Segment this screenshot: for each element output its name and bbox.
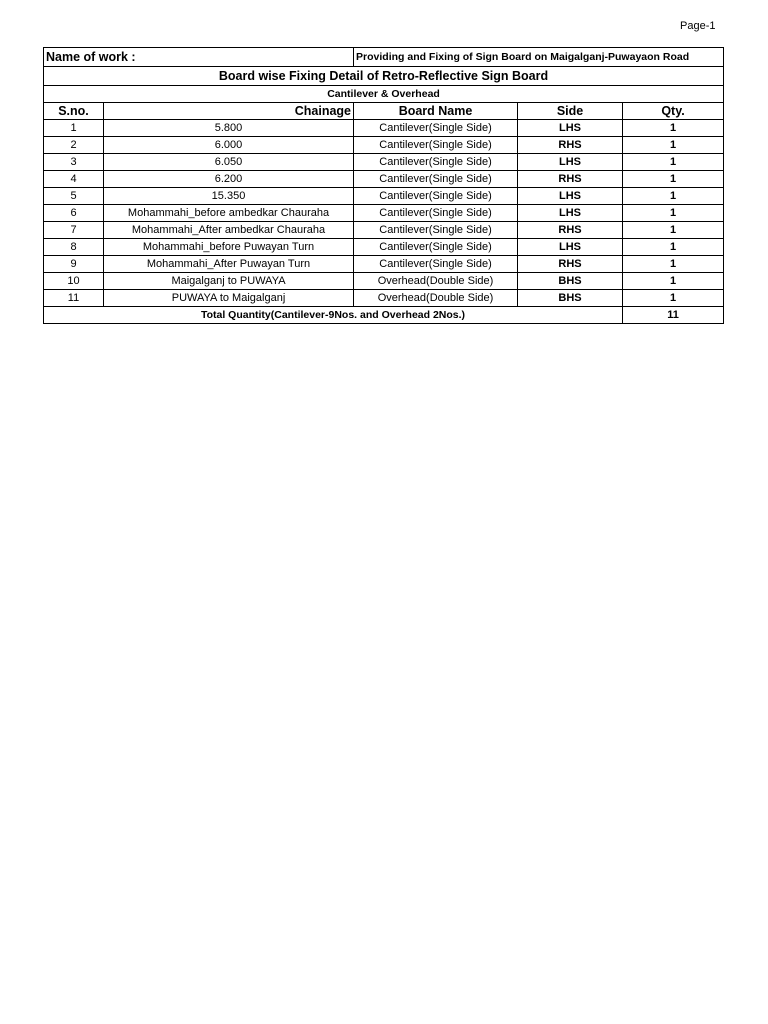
cell-side: LHS [518,239,623,256]
cell-side: LHS [518,188,623,205]
cell-sno: 11 [44,290,104,307]
cell-board-name: Cantilever(Single Side) [354,239,518,256]
table-row [44,120,724,137]
cell-board-name: Cantilever(Single Side) [354,154,518,171]
cell-chainage: 6.200 [104,171,354,188]
cell-side: RHS [518,171,623,188]
cell-chainage: Mohammahi_before Puwayan Turn [104,239,354,256]
cell-side: RHS [518,137,623,154]
sign-board-table [43,47,724,324]
page-number: Page-1 [680,20,716,32]
cell-board-name: Cantilever(Single Side) [354,205,518,222]
cell-board-name: Cantilever(Single Side) [354,256,518,273]
title-row [44,67,724,86]
cell-side: LHS [518,154,623,171]
name-of-work-row [44,48,724,67]
cell-board-name: Overhead(Double Side) [354,290,518,307]
cell-qty: 1 [623,222,724,239]
table-row [44,256,724,273]
cell-sno: 9 [44,256,104,273]
cell-qty: 1 [623,137,724,154]
cell-qty: 1 [623,256,724,273]
cell-board-name: Overhead(Double Side) [354,273,518,290]
cell-sno: 8 [44,239,104,256]
subtitle-row [44,86,724,103]
table-row [44,171,724,188]
cell-board-name: Cantilever(Single Side) [354,222,518,239]
column-header-sno: S.no. [44,103,104,120]
cell-sno: 3 [44,154,104,171]
cell-board-name: Cantilever(Single Side) [354,120,518,137]
cell-board-name: Cantilever(Single Side) [354,171,518,188]
table-row [44,205,724,222]
cell-sno: 2 [44,137,104,154]
total-quantity-label: Total Quantity(Cantilever-9Nos. and Overhead 2Nos.) [44,307,623,324]
name-of-work-value: Providing and Fixing of Sign Board on Maigalganj-Puwayaon Road [354,48,724,67]
table-row [44,222,724,239]
table-row [44,188,724,205]
table-row [44,137,724,154]
cell-sno: 7 [44,222,104,239]
cell-sno: 5 [44,188,104,205]
cell-chainage: Mohammahi_After Puwayan Turn [104,256,354,273]
cell-qty: 1 [623,120,724,137]
cell-chainage: Mohammahi_before ambedkar Chauraha [104,205,354,222]
cell-qty: 1 [623,239,724,256]
cell-side: RHS [518,222,623,239]
cell-chainage: 6.000 [104,137,354,154]
total-row [44,307,724,324]
cell-qty: 1 [623,290,724,307]
sheet-title: Board wise Fixing Detail of Retro-Reflective Sign Board [44,67,724,86]
total-quantity-value: 11 [623,307,724,324]
cell-chainage: Mohammahi_After ambedkar Chauraha [104,222,354,239]
table-row [44,154,724,171]
cell-sno: 6 [44,205,104,222]
cell-sno: 1 [44,120,104,137]
cell-qty: 1 [623,154,724,171]
column-header-chainage: Chainage [104,103,354,120]
cell-qty: 1 [623,205,724,222]
cell-sno: 4 [44,171,104,188]
cell-qty: 1 [623,171,724,188]
table-row [44,290,724,307]
cell-board-name: Cantilever(Single Side) [354,137,518,154]
header-row [44,103,724,120]
cell-chainage: PUWAYA to Maigalganj [104,290,354,307]
cell-board-name: Cantilever(Single Side) [354,188,518,205]
sheet-subtitle: Cantilever & Overhead [44,86,724,103]
name-of-work-label: Name of work : [44,48,354,67]
cell-side: BHS [518,273,623,290]
cell-chainage: 5.800 [104,120,354,137]
column-header-qty: Qty. [623,103,724,120]
cell-side: RHS [518,256,623,273]
cell-chainage: 15.350 [104,188,354,205]
cell-qty: 1 [623,273,724,290]
column-header-side: Side [518,103,623,120]
cell-chainage: 6.050 [104,154,354,171]
cell-side: LHS [518,205,623,222]
cell-side: BHS [518,290,623,307]
cell-sno: 10 [44,273,104,290]
table-row [44,239,724,256]
cell-chainage: Maigalganj to PUWAYA [104,273,354,290]
column-header-board-name: Board Name [354,103,518,120]
table-row [44,273,724,290]
cell-side: LHS [518,120,623,137]
cell-qty: 1 [623,188,724,205]
